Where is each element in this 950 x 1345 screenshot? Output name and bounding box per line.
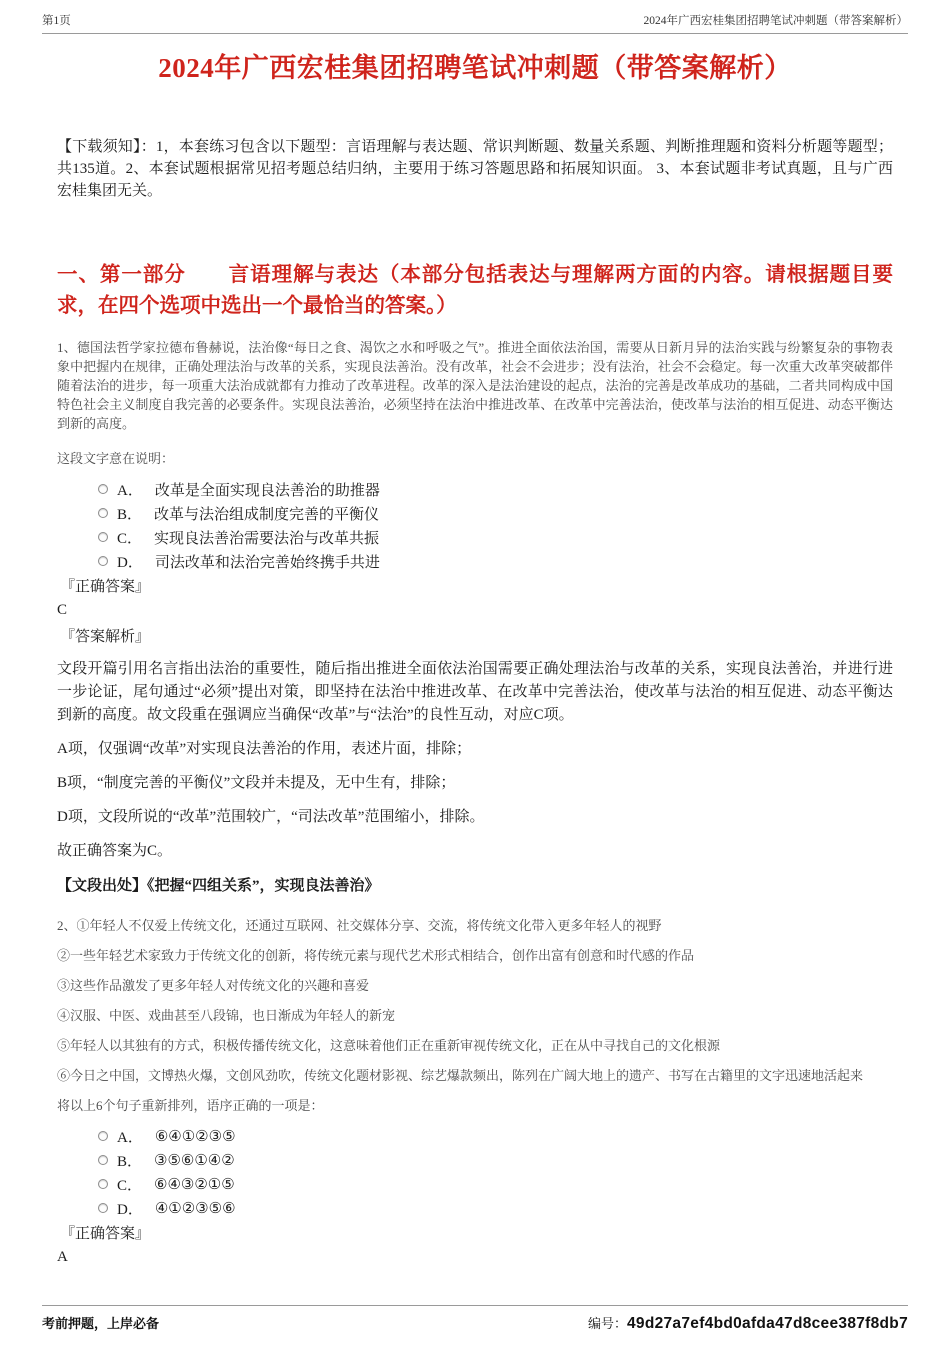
question2-options (98, 1127, 893, 1217)
footer-serial (588, 1313, 908, 1333)
option-row[interactable] (98, 480, 893, 498)
analysis-paragraph: 文段开篇引用名言指出法治的重要性，随后指出推进全面依法治国需要正确处理法治与改革的关系，实现良法善治，并进行进一步论证，尾句通过“必须”提出对策，即坚持在法治中推进改革、在改革中完善法治，使改革与法治的相互促进、动态平衡达到新的高度。故文段重在强调应当确保“改革”与“法治”的良性互动，对应C项。 (57, 661, 893, 723)
option-radio[interactable] (98, 1155, 108, 1165)
option-text: ④①②③⑤⑥ (154, 1200, 236, 1217)
option-radio[interactable] (98, 1131, 108, 1141)
header-doc-title: 2024年广西宏桂集团招聘笔试冲刺题（带答案解析） (643, 15, 908, 27)
option-text: ⑥④①②③⑤ (154, 1128, 236, 1145)
option-text: ③⑤⑥①④② (154, 1152, 235, 1169)
q1-correct-answer-value: C (57, 602, 68, 618)
option-row[interactable] (98, 1127, 893, 1145)
option-letter: B． (117, 506, 143, 523)
option-text: 改革与法治组成制度完善的平衡仪 (154, 506, 380, 523)
footer-slogan: 考前押题，上岸必备 (42, 1316, 160, 1331)
option-radio[interactable] (98, 1203, 108, 1213)
question1-options (98, 480, 893, 570)
option-text: 司法改革和法治完善始终携手共进 (154, 554, 380, 571)
q1-source-note: 【文段出处】《把握“四组关系”，实现良法善治》 (57, 878, 380, 894)
option-text: 实现良法善治需要法治与改革共振 (154, 530, 380, 547)
option-radio[interactable] (98, 556, 108, 566)
question1-stem: 1、德国法哲学家拉德布鲁赫说，法治像“每日之食、渴饮之水和呼吸之气”。推进全面依法治国，需要从日新月异的法治实践与纷繁复杂的事物表象中把握内在规律，正确处理法治与改革的关系，实现良法善治。没有改革，社会不会进步；没有法治，社会不会稳定。每一次重大改革突破都伴随着法治的进步，每一项重大法治成就都有力推动了改革进程。改革的深入是法治建设的起点，法治的完善是改革成功的基础，二者共同构成中国特色社会主义制度自我完善的必要条件。实现良法善治，必须坚持在法治中推进改革、在改革中完善法治，使改革与法治的相互促进、动态平衡达到新的高度。 (57, 340, 893, 431)
question2-sentence: ③这些作品激发了更多年轻人对传统文化的兴趣和喜爱 (57, 978, 370, 993)
document-title: 2024年广西宏桂集团招聘笔试冲刺题（带答案解析） (158, 53, 792, 83)
question2-sentence: ②一些年轻艺术家致力于传统文化的创新，将传统元素与现代艺术形式相结合，创作出富有创意和时代感的作品 (57, 948, 695, 963)
page-footer (42, 1305, 908, 1333)
question2-prompt: 将以上6个句子重新排列，语序正确的一项是： (57, 1098, 324, 1113)
option-letter: B． (117, 1153, 143, 1170)
option-text: ⑥④③②①⑤ (154, 1176, 235, 1193)
document-body (57, 50, 893, 1267)
option-row[interactable] (98, 504, 893, 522)
option-radio[interactable] (98, 532, 108, 542)
q2-correct-answer-label: 『正确答案』 (60, 1226, 151, 1242)
q1-correct-answer-label: 『正确答案』 (60, 579, 151, 595)
option-letter: C． (117, 1177, 143, 1194)
option-row[interactable] (98, 1151, 893, 1169)
option-radio[interactable] (98, 508, 108, 518)
analysis-paragraph: A项，仅强调“改革”对实现良法善治的作用，表述片面，排除； (57, 741, 472, 757)
option-letter: A． (117, 482, 143, 499)
serial-label: 编号： (587, 1316, 627, 1331)
analysis-paragraph: 故正确答案为C。 (57, 843, 173, 859)
q2-correct-answer-value: A (57, 1249, 68, 1265)
option-letter: C． (117, 530, 143, 547)
question2-sentence: 2、①年轻人不仅爱上传统文化，还通过互联网、社交媒体分享、交流，将传统文化带入更多年轻人的视野 (57, 918, 662, 933)
option-letter: D． (117, 1201, 143, 1218)
section-heading: 一、第一部分 言语理解与表达（本部分包括表达与理解两方面的内容。请根据题目要求，在四个选项中选出一个最恰当的答案。） (57, 264, 893, 317)
option-text: 改革是全面实现良法善治的助推器 (154, 482, 380, 499)
option-row[interactable] (98, 552, 893, 570)
download-notice: 【下载须知】：1，本套练习包含以下题型：言语理解与表达题、常识判断题、数量关系题、判断推理题和资料分析题等题型；共135道。2、本套试题根据常见招考题总结归纳，主要用于练习答题思路和拓展知识面。 3、本套试题非考试真题，且与广西宏桂集团无关。 (57, 139, 893, 199)
page-header (42, 12, 908, 34)
q1-analysis-label: 『答案解析』 (60, 629, 151, 645)
question1-prompt: 这段文字意在说明： (57, 451, 175, 466)
page-number: 第1页 (42, 15, 71, 27)
analysis-paragraph: B项，“制度完善的平衡仪”文段并未提及，无中生有，排除； (57, 775, 456, 791)
option-radio[interactable] (98, 484, 108, 494)
option-letter: D． (117, 554, 143, 571)
serial-value: 49d27a7ef4bd0afda47d8cee387f8db7 (626, 1315, 908, 1332)
question2-sentence: ⑤年轻人以其独有的方式，积极传播传统文化，这意味着他们正在重新审视传统文化，正在从中寻找自己的文化根源 (57, 1038, 721, 1053)
option-letter: A． (117, 1129, 143, 1146)
analysis-paragraph: D项，文段所说的“改革”范围较广，“司法改革”范围缩小，排除。 (57, 809, 485, 825)
question2-sentence: ⑥今日之中国，文博热火爆，文创风劲吹，传统文化题材影视、综艺爆款频出，陈列在广阔大地上的遗产、书写在古籍里的文字迅速地活起来 (57, 1068, 864, 1083)
option-row[interactable] (98, 1199, 893, 1217)
question2-sentence: ④汉服、中医、戏曲甚至八段锦，也日渐成为年轻人的新宠 (57, 1008, 396, 1023)
option-radio[interactable] (98, 1179, 108, 1189)
option-row[interactable] (98, 528, 893, 546)
option-row[interactable] (98, 1175, 893, 1193)
